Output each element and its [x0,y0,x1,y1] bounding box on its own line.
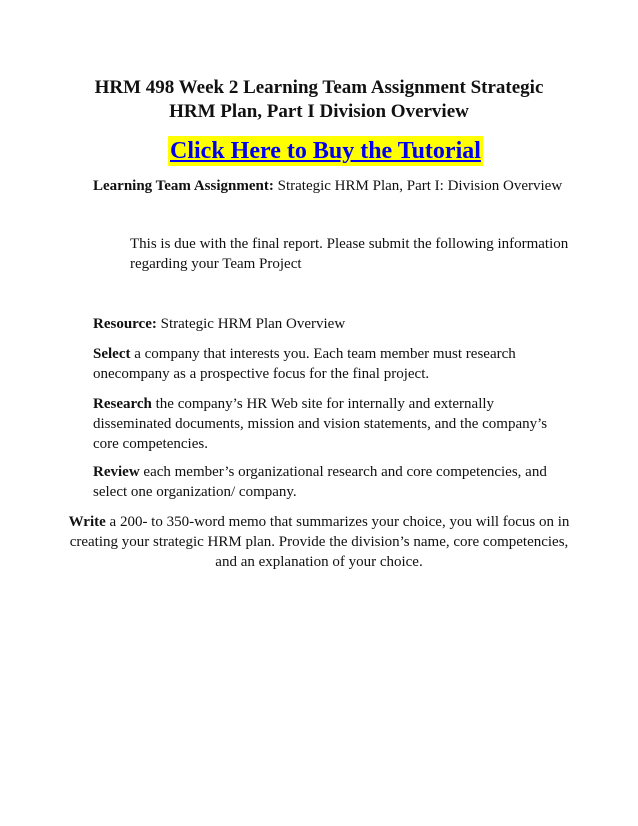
resource-line [93,314,573,334]
research-text: the company’s HR Web site for internally and externally disseminated documents, mission and vision statements, and the company’s core competencies. [93,396,548,452]
select-text: a company that interests you. Each team member must research onecompany as a prospective focus for the final project. [93,346,516,382]
write-instruction [66,512,572,572]
buy-tutorial-link[interactable]: Click Here to Buy the Tutorial [170,138,481,164]
select-instruction [93,344,563,384]
review-label: Review [93,464,140,480]
assignment-label: Learning Team Assignment: [93,178,274,194]
assignment-text: Strategic HRM Plan, Part I: Division Overview [273,178,563,194]
document-title [60,76,578,124]
resource-label: Resource: [93,316,157,332]
write-text: a 200- to 350-word memo that summarizes your choice, you will focus on in creating your strategic HRM plan. Provide the division’s name, core competencies, and an explanation of your choice. [69,514,570,570]
title-line-2: HRM Plan, Part I Division Overview [169,101,469,122]
review-instruction [93,462,563,502]
research-label: Research [93,396,152,412]
research-instruction [93,394,563,454]
title-line-1: HRM 498 Week 2 Learning Team Assignment Strategic [94,77,544,98]
assignment-line [93,176,583,196]
select-label: Select [93,346,131,362]
due-note: This is due with the final report. Please submit the following information regarding your Team Project [130,236,569,272]
write-label: Write [68,514,106,530]
review-text: each member’s organizational research and core competencies, and select one organization/ company. [93,464,547,500]
resource-text: Strategic HRM Plan Overview [156,316,346,332]
